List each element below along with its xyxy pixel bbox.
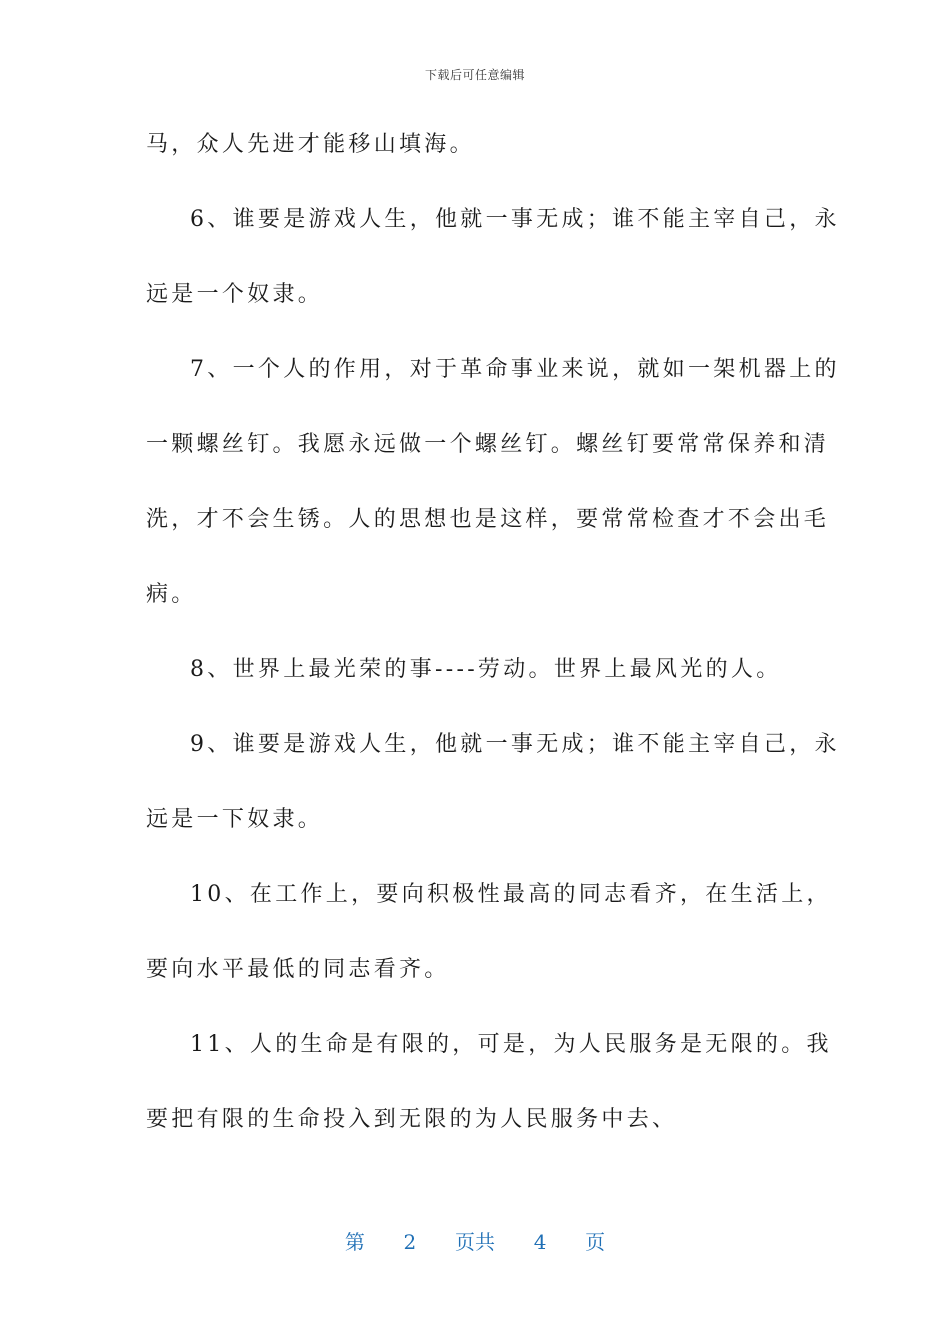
text-line-4: 7、一个人的作用，对于革命事业来说，就如一架机器上的 — [190, 357, 840, 382]
text-line-10: 远是一下奴隶。 — [146, 807, 324, 832]
footer-page-mid: 页共 — [455, 1230, 495, 1254]
footer-page-prefix: 第 — [344, 1230, 365, 1254]
page-header: 下载后可任意编辑 — [424, 68, 525, 82]
text-line-13: 11、人的生命是有限的，可是，为人民服务是无限的。我 — [190, 1032, 832, 1057]
text-line-9: 9、谁要是游戏人生，他就一事无成；谁不能主宰自己，永 — [190, 732, 840, 757]
text-line-8: 8、世界上最光荣的事----劳动。世界上最风光的人。 — [190, 657, 782, 682]
text-line-7: 病。 — [146, 582, 197, 607]
text-line-5: 一颗螺丝钉。我愿永远做一个螺丝钉。螺丝钉要常常保养和清 — [146, 432, 830, 457]
text-line-2: 6、谁要是游戏人生，他就一事无成；谁不能主宰自己，永 — [190, 207, 840, 232]
footer-page-suffix: 页 — [585, 1230, 606, 1254]
text-line-14: 要把有限的生命投入到无限的为人民服务中去、 — [146, 1107, 678, 1132]
page-footer — [0, 1226, 950, 1255]
text-line-3: 远是一个奴隶。 — [146, 282, 324, 307]
text-line-1: 马，众人先进才能移山填海。 — [146, 132, 475, 157]
text-line-12: 要向水平最低的同志看齐。 — [146, 957, 450, 982]
text-line-11: 10、在工作上，要向积极性最高的同志看齐，在生活上， — [190, 882, 832, 907]
footer-total-pages: 4 — [533, 1230, 547, 1254]
footer-page-number: 2 — [403, 1230, 417, 1254]
text-line-6: 洗，才不会生锈。人的思想也是这样，要常常检查才不会出毛 — [146, 507, 830, 532]
